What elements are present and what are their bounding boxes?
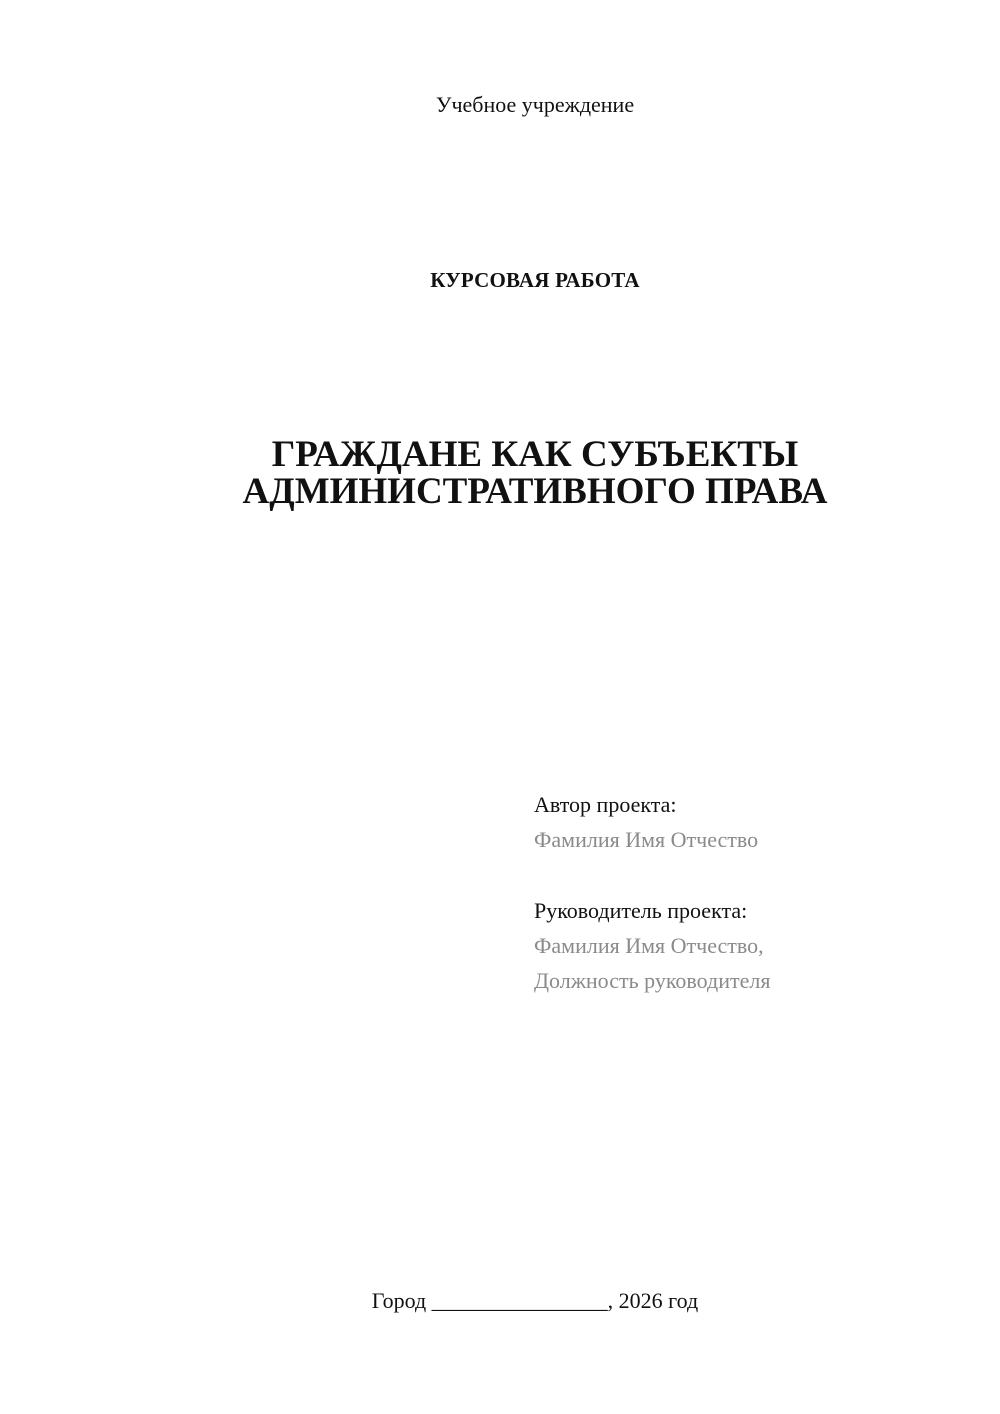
supervisor-name-placeholder: Фамилия Имя Отчество,	[534, 933, 764, 958]
title-line-1: ГРАЖДАНЕ КАК СУБЪЕКТЫ	[271, 434, 799, 475]
author-label: Автор проекта:	[534, 792, 677, 817]
author-name-placeholder: Фамилия Имя Отчество	[534, 827, 759, 852]
supervisor-label: Руководитель проекта:	[534, 898, 748, 923]
city-year-footer: Город ________________, 2026 год	[371, 1288, 699, 1313]
document-title	[0, 436, 1000, 510]
title-line-2: АДМИНИСТРАТИВНОГО ПРАВА	[242, 471, 828, 512]
institution-name: Учебное учреждение	[435, 92, 635, 117]
supervisor-position-placeholder: Должность руководителя	[534, 968, 771, 993]
authors-block	[534, 787, 770, 998]
work-type-heading: КУРСОВАЯ РАБОТА	[430, 268, 640, 292]
authors-spacer	[534, 857, 770, 893]
